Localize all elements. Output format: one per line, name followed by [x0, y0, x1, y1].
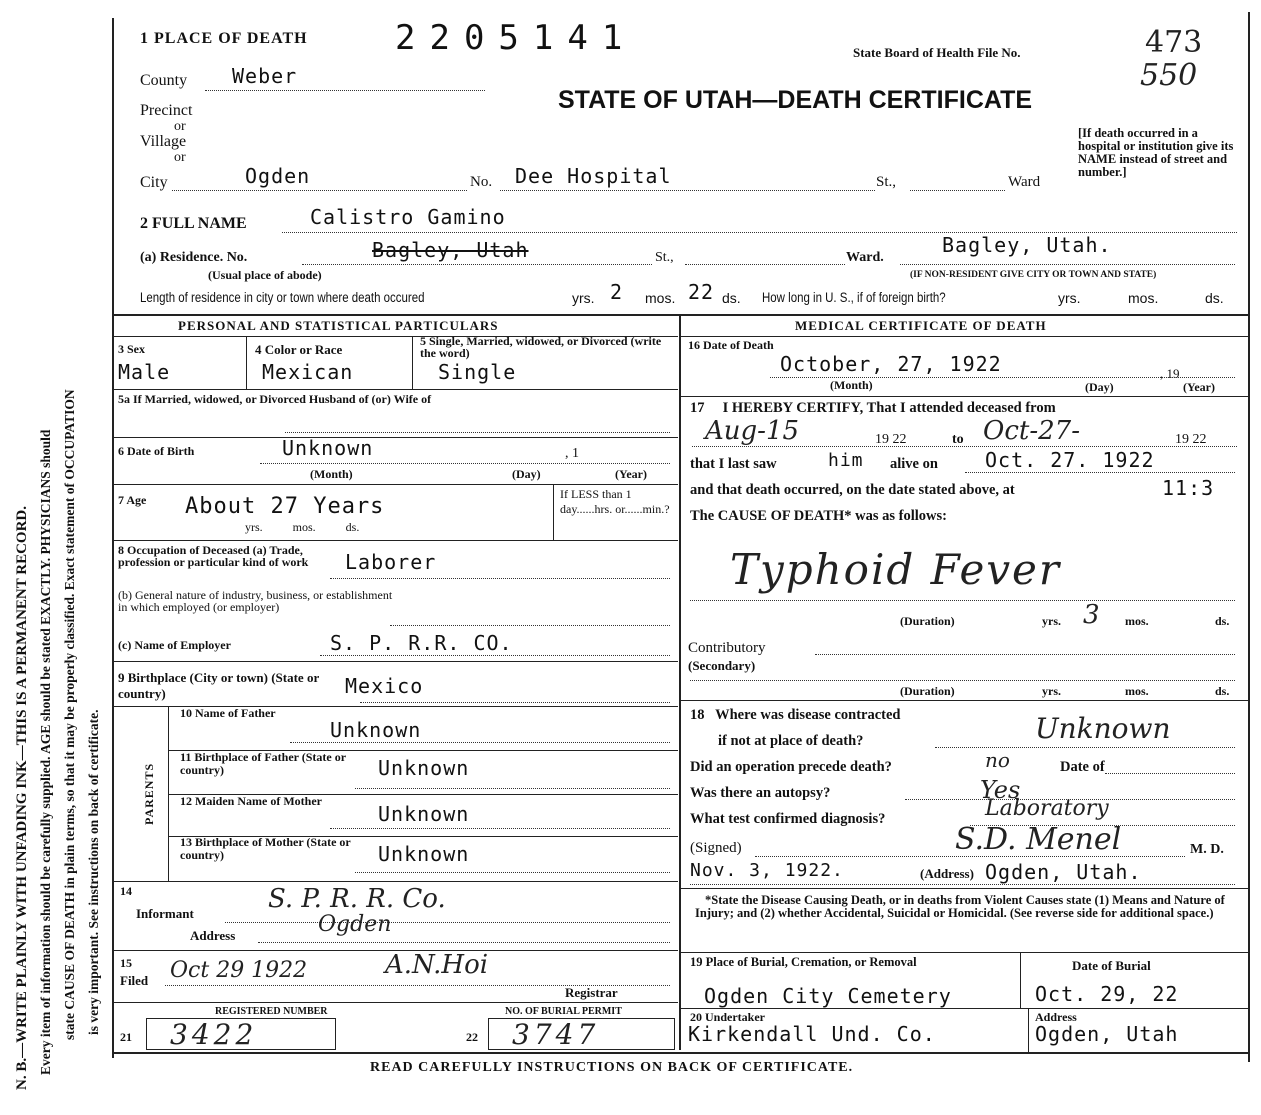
- duration-mos-label-2: mos.: [1125, 684, 1149, 698]
- undertaker-address: Ogden, Utah: [1035, 1022, 1179, 1046]
- color-value: Mexican: [262, 360, 354, 384]
- cause-label: The CAUSE OF DEATH* was as follows:: [690, 508, 947, 524]
- attended-to: Oct-27-: [983, 416, 1080, 446]
- dob-label: 6 Date of Birth: [118, 444, 195, 458]
- registered-number: 3422: [170, 1018, 258, 1051]
- street-label: St.,: [876, 174, 897, 190]
- file-no: 473: [1145, 25, 1203, 60]
- burial-permit-number: 3747: [512, 1018, 600, 1051]
- side-instruction-1: N. B.—WRITE PLAINLY WITH UNFADING INK—THIS IS A PERMANENT RECORD.: [14, 506, 30, 1090]
- duration-label-2: (Duration): [900, 684, 955, 698]
- physician-address: Ogden, Utah.: [985, 860, 1142, 884]
- death-year-label: (Year): [1183, 380, 1215, 394]
- column-divider: [679, 314, 681, 1050]
- parents-label: PARENTS: [142, 762, 156, 825]
- residence-st-label: St.,: [655, 250, 674, 265]
- death-time: 11:3: [1162, 476, 1215, 500]
- death-day-label: (Day): [1085, 380, 1114, 394]
- industry-label: (b) General nature of industry, business, or establishment in which employed (or employer): [118, 588, 393, 614]
- registrar-label: Registrar: [565, 985, 618, 1000]
- length-mos: 22: [688, 280, 715, 304]
- city-value: Ogden: [245, 164, 311, 188]
- death-date-label: 16 Date of Death: [688, 338, 774, 352]
- registrar-signature: A.N.Hoi: [385, 950, 489, 980]
- right-border: [1248, 12, 1250, 1062]
- filed-number: 15: [120, 956, 132, 970]
- date-of-label: Date of: [1060, 759, 1105, 775]
- burial-date-label: Date of Burial: [1072, 958, 1151, 973]
- test-label: What test confirmed diagnosis?: [690, 811, 886, 827]
- contributory-label: Contributory: [688, 640, 766, 656]
- county-label: County: [140, 72, 188, 89]
- burial-place: Ogden City Cemetery: [704, 984, 952, 1008]
- registered-number-label: REGISTERED NUMBER: [215, 1006, 328, 1017]
- age-units: yrs. mos. ds.: [245, 520, 360, 534]
- us-label: How long in U. S., if of foreign birth?: [762, 290, 946, 305]
- operation-label: Did an operation precede death?: [690, 759, 892, 775]
- duration-mos-label-1: mos.: [1125, 614, 1149, 628]
- cause-note: *State the Disease Causing Death, or in deaths from Violent Causes state (1) Means and Nature of Injury; and (2) whether Accidental, Suicidal or Homicidal. (See reverse side for additional space.): [695, 893, 1225, 920]
- us-ds-label: ds.: [1205, 290, 1224, 306]
- birthplace-label: 9 Birthplace (City or town) (State or country): [118, 670, 319, 701]
- burial-date: Oct. 29, 22: [1035, 982, 1179, 1006]
- or-label-1: or: [174, 119, 186, 134]
- certificate-title: STATE OF UTAH—DEATH CERTIFICATE: [558, 86, 1033, 114]
- father-name-label: 10 Name of Father: [180, 706, 276, 720]
- place-of-death-label: 1 PLACE OF DEATH: [140, 30, 308, 47]
- stamp-number: 2205141: [395, 18, 637, 58]
- contracted-label: 18 Where was disease contracted: [690, 707, 901, 723]
- death-date: October, 27, 1922: [780, 352, 1002, 376]
- death-year-suffix: , 19: [1160, 366, 1180, 381]
- precinct-label: Precinct: [140, 102, 193, 119]
- signed-date: Nov. 3, 1922.: [690, 860, 844, 881]
- attended-from: Aug-15: [705, 416, 800, 446]
- occupation-label: 8 Occupation of Deceased (a) Trade, profession or particular kind of work: [118, 543, 309, 569]
- city-label: City: [140, 174, 168, 191]
- informant-value: S. P. R. R. Co.: [268, 884, 446, 914]
- duration-ds-label-1: ds.: [1215, 614, 1230, 628]
- dob-month-label: (Month): [310, 467, 353, 481]
- color-label: 4 Color or Race: [255, 342, 343, 357]
- occupation-value: Laborer: [345, 550, 437, 574]
- hospital-note: [If death occurred in a hospital or institution give its NAME instead of street and number.]: [1078, 126, 1234, 179]
- us-mos-label: mos.: [1128, 290, 1159, 306]
- mother-name: Unknown: [378, 802, 470, 826]
- father-name: Unknown: [330, 718, 422, 742]
- attended-to-year: 19 22: [1175, 432, 1207, 447]
- informant-address-label: Address: [190, 928, 236, 943]
- employer-value: S. P. R.R. CO.: [330, 631, 513, 655]
- bottom-border: [112, 1052, 1248, 1054]
- file-no-alt: 550: [1140, 58, 1198, 93]
- undertaker-address-label: Address: [1035, 1010, 1077, 1024]
- employer-label: (c) Name of Employer: [118, 638, 231, 652]
- informant-label: Informant: [136, 906, 194, 921]
- certify-label: 17 I HEREBY CERTIFY, That I attended deceased from: [690, 400, 1056, 416]
- last-saw-label: that I last saw: [690, 456, 777, 472]
- death-occurred-label: and that death occurred, on the date stated above, at: [690, 482, 1015, 498]
- last-saw-date: Oct. 27. 1922: [985, 448, 1155, 472]
- informant-number: 14: [120, 884, 132, 898]
- autopsy-value: Yes: [980, 776, 1021, 804]
- residence-label: (a) Residence. No.: [140, 250, 248, 265]
- last-saw-who: him: [828, 450, 864, 471]
- dob-year-label: (Year): [615, 467, 647, 481]
- length-ds-label: ds.: [722, 290, 741, 306]
- dob-value: Unknown: [282, 436, 374, 460]
- contracted-value: Unknown: [1035, 712, 1171, 745]
- ward-label: Ward: [1008, 174, 1041, 190]
- duration-mos: 3: [1083, 600, 1100, 630]
- duration-ds-label-2: ds.: [1215, 684, 1230, 698]
- birthplace-value: Mexico: [345, 674, 424, 698]
- test-value: Laboratory: [985, 796, 1109, 821]
- marital-value: Single: [438, 360, 517, 384]
- undertaker: Kirkendall Und. Co.: [688, 1022, 936, 1046]
- autopsy-label: Was there an autopsy?: [690, 785, 831, 801]
- father-birthplace: Unknown: [378, 756, 470, 780]
- contracted-label-2: if not at place of death?: [718, 733, 864, 749]
- non-resident-label: (IF NON-RESIDENT GIVE CITY OR TOWN AND STATE): [910, 270, 1157, 280]
- spouse-label: 5a If Married, widowed, or Divorced Husband of (or) Wife of: [118, 392, 432, 406]
- street-no-value: Dee Hospital: [515, 164, 672, 188]
- usual-abode-label: (Usual place of abode): [208, 268, 322, 282]
- less-than-day-label: If LESS than 1 day......hrs. or......min.?: [560, 487, 670, 516]
- md-label: M. D.: [1190, 842, 1224, 857]
- file-no-label: State Board of Health File No.: [853, 45, 1021, 60]
- filed-label: Filed: [120, 973, 149, 988]
- side-instruction-4: is very important. See instructions on back of certificate.: [86, 709, 101, 1035]
- medical-header: MEDICAL CERTIFICATE OF DEATH: [795, 318, 1047, 333]
- mother-birthplace: Unknown: [378, 842, 470, 866]
- filed-date: Oct 29 1922: [170, 958, 308, 983]
- sex-label: 3 Sex: [118, 342, 145, 356]
- cause-of-death: Typhoid Fever: [730, 545, 1061, 594]
- age-label: 7 Age: [118, 493, 147, 507]
- footer-instructions: READ CAREFULLY INSTRUCTIONS ON BACK OF CERTIFICATE.: [370, 1060, 854, 1075]
- physician-signature: S.D. Menel: [955, 822, 1122, 857]
- full-name-value: Calistro Gamino: [310, 205, 506, 229]
- duration-yrs-label-2: yrs.: [1042, 684, 1061, 698]
- residence-value: Bagley, Utah: [372, 238, 529, 262]
- full-name-label: 2 FULL NAME: [140, 215, 247, 232]
- father-birthplace-label: 11 Birthplace of Father (State or country): [180, 750, 346, 777]
- side-instruction-3: state CAUSE OF DEATH in plain terms, so that it may be properly classified. Exact statement of OCCUPATION: [62, 389, 77, 1040]
- attended-to-label: to: [952, 432, 964, 447]
- physician-address-label: (Address): [920, 866, 974, 881]
- alive-on-label: alive on: [890, 456, 938, 472]
- burial-place-label: 19 Place of Burial, Cremation, or Removal: [690, 955, 917, 969]
- mother-birthplace-label: 13 Birthplace of Mother (State or country): [180, 835, 351, 862]
- or-label-2: or: [174, 150, 186, 165]
- marital-label: 5 Single, Married, widowed, or Divorced (write the word): [420, 334, 662, 360]
- left-border: [112, 18, 114, 1058]
- burial-permit-prefix: 22: [466, 1030, 478, 1044]
- length-mos-label: mos.: [645, 290, 676, 306]
- dob-sep: , 1: [565, 446, 579, 461]
- sex-value: Male: [118, 360, 171, 384]
- signed-label: (Signed): [690, 840, 742, 856]
- length-yrs-label: yrs.: [572, 290, 595, 306]
- registered-number-prefix: 21: [120, 1030, 132, 1044]
- length-residence-label: Length of residence in city or town where death occured: [140, 290, 425, 305]
- mother-name-label: 12 Maiden Name of Mother: [180, 794, 322, 808]
- death-month-label: (Month): [830, 378, 873, 392]
- attended-from-year: 19 22: [875, 432, 907, 447]
- length-yrs: 2: [610, 280, 624, 304]
- personal-header: PERSONAL AND STATISTICAL PARTICULARS: [178, 318, 499, 333]
- secondary-label: (Secondary): [688, 658, 756, 673]
- duration-label-1: (Duration): [900, 614, 955, 628]
- county-value: Weber: [232, 64, 298, 88]
- age-value: About 27 Years: [185, 494, 385, 519]
- street-no-label: No.: [470, 174, 493, 190]
- burial-permit-label: NO. OF BURIAL PERMIT: [505, 1006, 622, 1017]
- side-instruction-2: Every item of information should be carefully supplied. AGE should be stated EXACTLY. PHYSICIANS should: [38, 429, 53, 1075]
- operation-value: no: [985, 748, 1010, 772]
- dob-day-label: (Day): [512, 467, 541, 481]
- residence-ward-label: Ward.: [846, 250, 884, 265]
- village-label: Village: [140, 133, 187, 150]
- us-yrs-label: yrs.: [1058, 290, 1081, 306]
- informant-address: Ogden: [318, 912, 392, 937]
- undertaker-label: 20 Undertaker: [690, 1010, 765, 1024]
- residence-ward-value: Bagley, Utah.: [942, 233, 1112, 257]
- duration-yrs-label-1: yrs.: [1042, 614, 1061, 628]
